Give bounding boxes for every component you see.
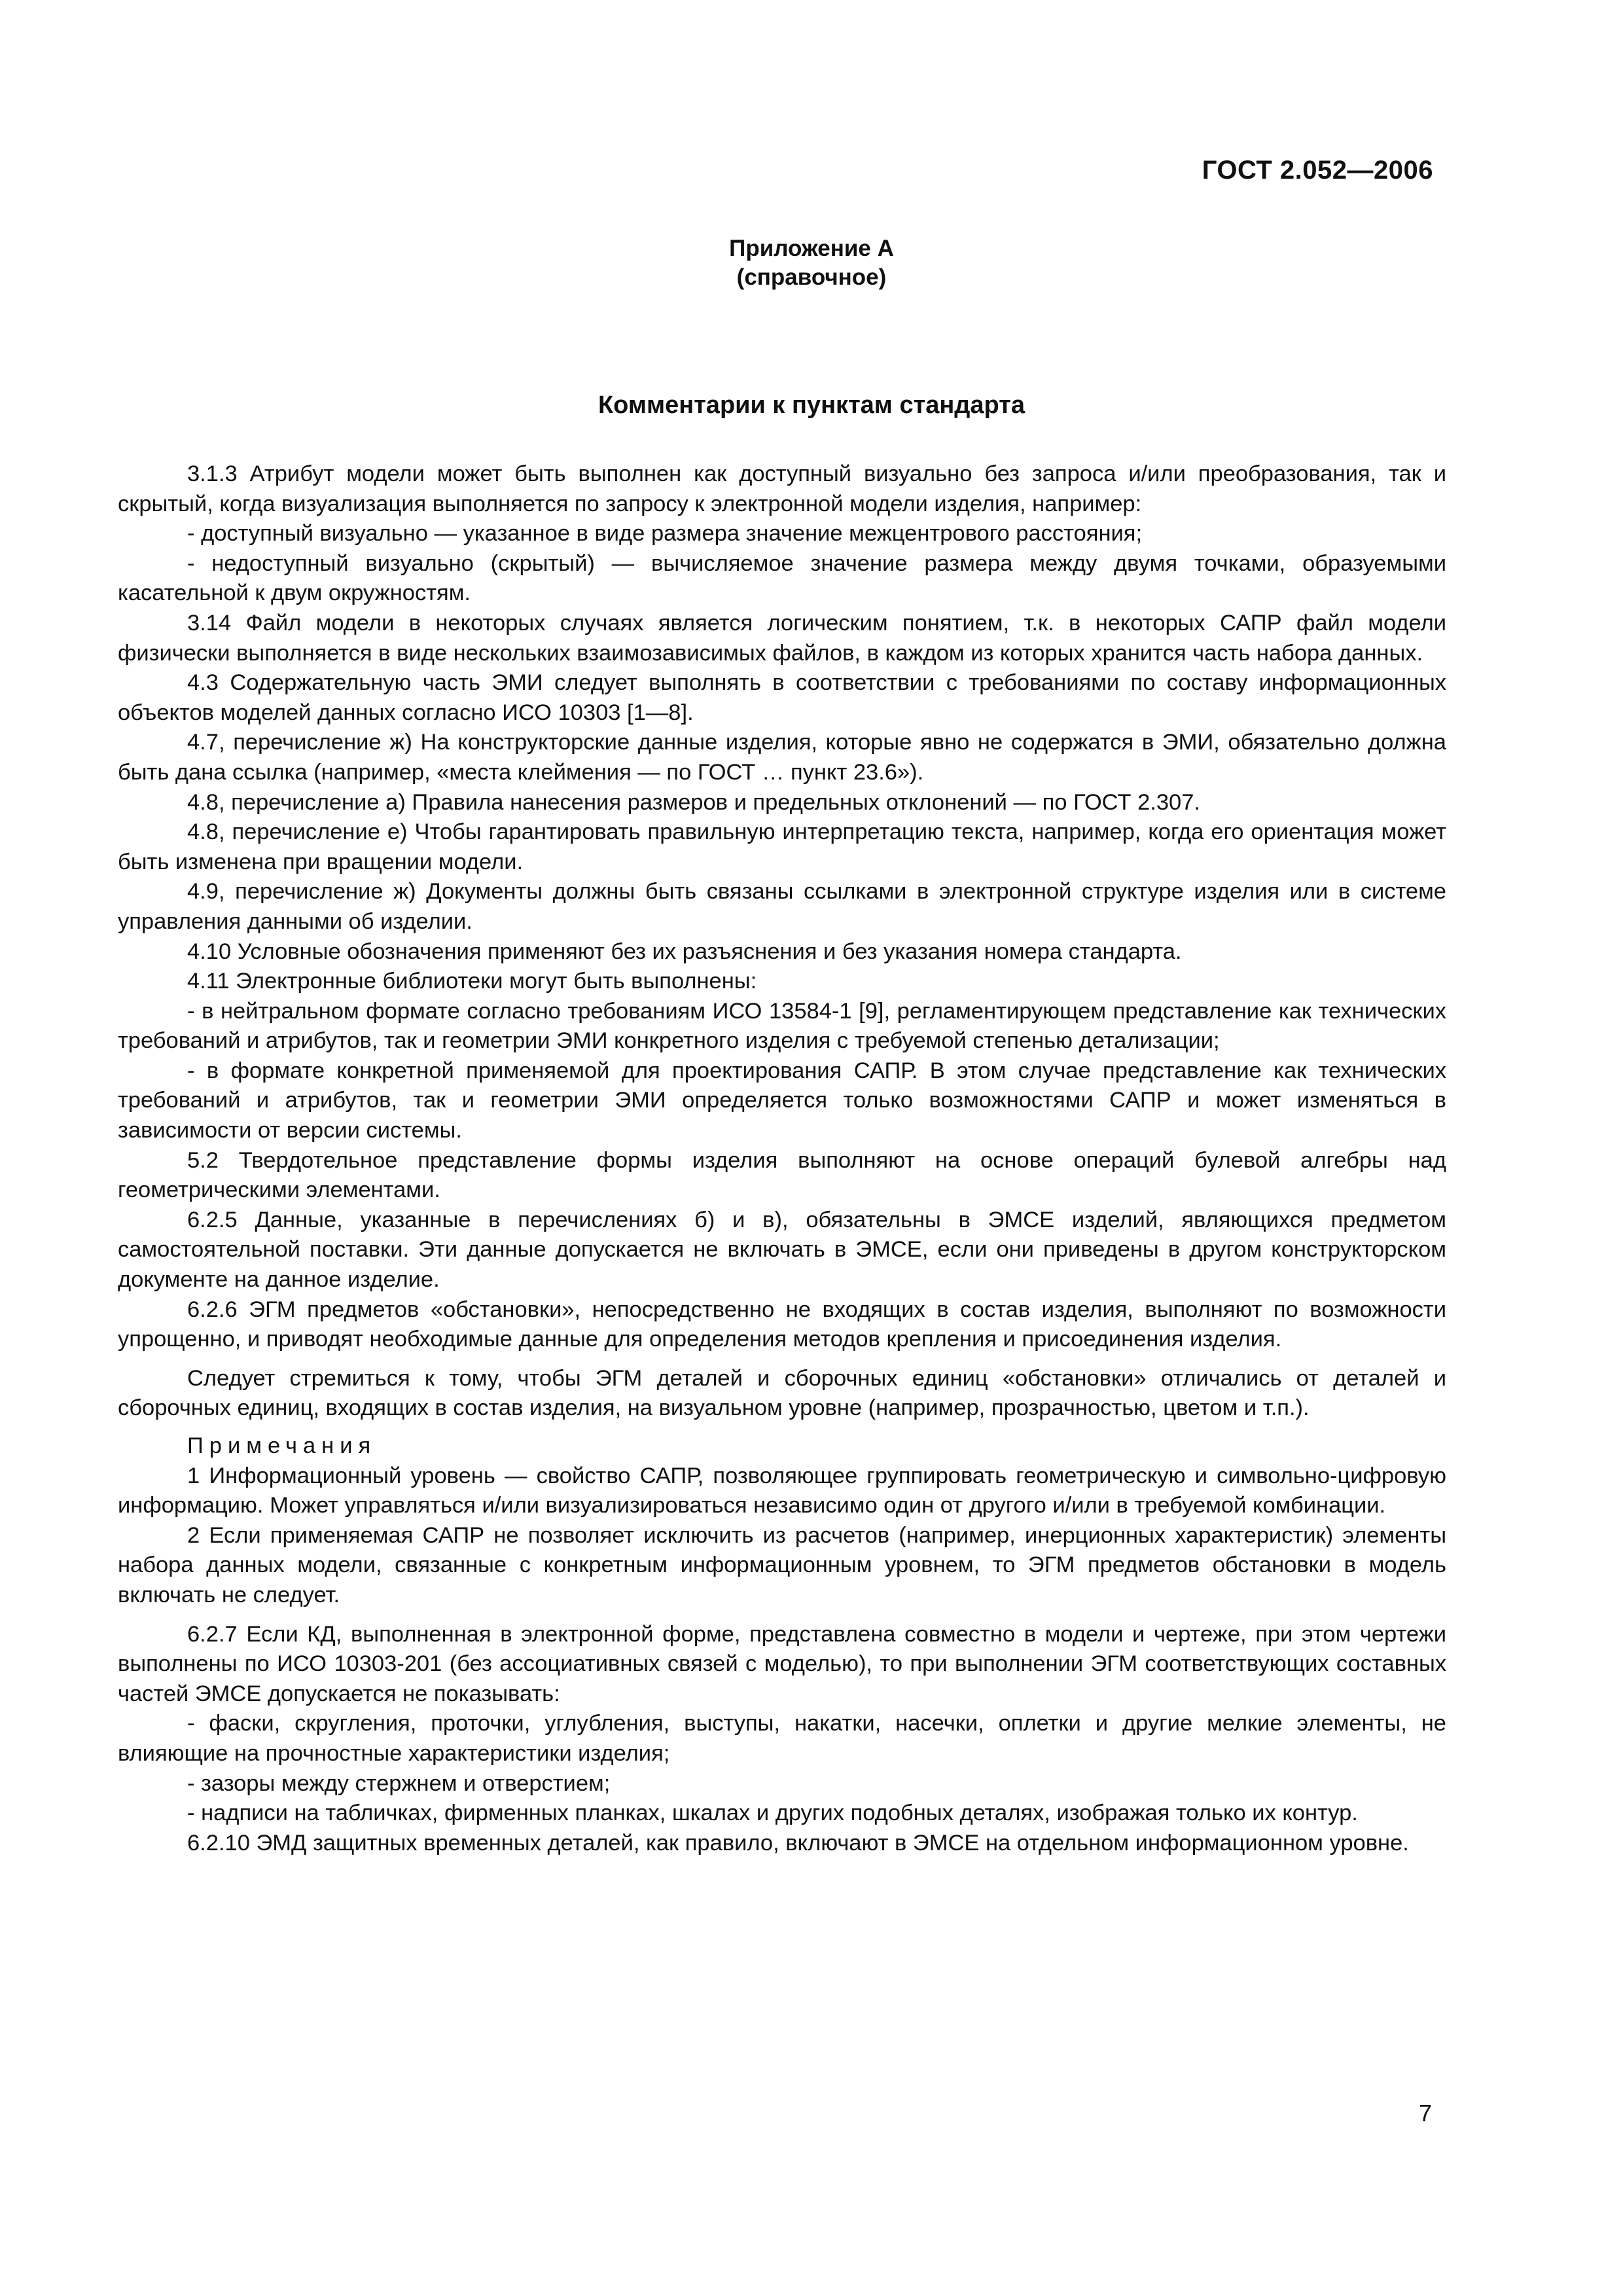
paragraph: 4.3 Содержательную часть ЭМИ следует выполнять в соответствии с требованиями по составу информационных объектов моделей данных согласно ИСО 10303 [1—8]. (118, 670, 1446, 725)
paragraph: 5.2 Твердотельное представление формы изделия выполняют на основе операций булевой алгебры над геометрическими элементами. (118, 1147, 1446, 1203)
paragraph: 6.2.7 Если КД, выполненная в электронной форме, представлена совместно в модели и чертеже, при этом чертежи выполнены по ИСО 10303-201 (без ассоциативных связей с моделью), то при выполнении ЭГМ соответствующих составных частей ЭМСЕ допускается не показывать: (118, 1621, 1446, 1706)
list-item: - в нейтральном формате согласно требованиям ИСО 13584-1 [9], регламентирующем представление как технических требований и атрибутов, так и геометрии ЭМИ конкретного изделия с требуемой степенью детализации; (118, 998, 1446, 1054)
notes-heading (118, 1431, 1446, 1462)
note-item: 1 Информационный уровень — свойство САПР, позволяющее группировать геометрическую и символьно-цифровую информацию. Может управляться и/или визуализироваться независимо один от другого и/или в требуемой комбинации. (118, 1463, 1446, 1518)
paragraph: 3.14 Файл модели в некоторых случаях является логическим понятием, т.к. в некоторых САПР файл модели физически выполняется в виде нескольких взаимозависимых файлов, в каждом из которых хранится часть набора данных. (118, 610, 1446, 666)
list-item: - фаски, скругления, проточки, углубления, выступы, накатки, насечки, оплетки и другие мелкие элементы, не влияющие на прочностные характеристики изделия; (118, 1711, 1446, 1766)
standard-code: ГОСТ 2.052—2006 (1202, 156, 1433, 185)
paragraph: 6.2.5 Данные, указанные в перечислениях б) и в), обязательны в ЭМСЕ изделий, являющихся предметом самостоятельной поставки. Эти данные допускается не включать в ЭМСЕ, если они приведены в другом конструкторском документе на данное изделие. (118, 1207, 1446, 1293)
section-title: Комментарии к пунктам стандарта (597, 391, 1026, 419)
document-body (118, 459, 1446, 1858)
list-item: - зазоры между стержнем и отверстием; (187, 1770, 611, 1796)
paragraph: 6.2.6 ЭГМ предметов «обстановки», непосредственно не входящих в состав изделия, выполняют по возможности упрощенно, и приводят необходимые данные для определения методов крепления и присоединения изделия. (118, 1297, 1446, 1352)
list-item: - недоступный визуально (скрытый) — вычисляемое значение размера между двумя точками, образуемыми касательной к двум окружностям. (118, 550, 1446, 606)
appendix-heading (0, 234, 1623, 292)
paragraph: 6.2.10 ЭМД защитных временных деталей, как правило, включают в ЭМСЕ на отдельном информационном уровне. (187, 1830, 1409, 1856)
paragraph: 4.11 Электронные библиотеки могут быть выполнены: (187, 969, 757, 994)
paragraph: Следует стремиться к тому, чтобы ЭГМ деталей и сборочных единиц «обстановки» отличались от деталей и сборочных единиц, входящих в состав изделия, на визуальном уровне (например, прозрачностью, цветом и т.п.). (118, 1365, 1446, 1421)
paragraph: 3.1.3 Атрибут модели может быть выполнен как доступный визуально без запроса и/или преобразования, так и скрытый, когда визуализация выполняется по запросу к электронной модели изделия, например: (118, 461, 1446, 516)
paragraph: 4.7, перечисление ж) На конструкторские данные изделия, которые явно не содержатся в ЭМИ, обязательно должна быть дана ссылка (например, «места клеймения — по ГОСТ … пункт 23.6»). (118, 730, 1446, 785)
page-number: 7 (1418, 2100, 1432, 2126)
notes-heading-text: Примечания (187, 1433, 377, 1458)
appendix-type: (справочное) (736, 264, 887, 290)
appendix-title: Приложение А (729, 236, 894, 261)
list-item: - доступный визуально — указанное в виде размера значение межцентрового расстояния; (187, 521, 1143, 547)
paragraph: 4.8, перечисление е) Чтобы гарантировать правильную интерпретацию текста, например, когда его ориентация может быть изменена при вращении модели. (118, 819, 1446, 874)
list-item: - надписи на табличках, фирменных планках, шкалах и других подобных деталях, изображая только их контур. (187, 1801, 1358, 1826)
paragraph: 4.9, перечисление ж) Документы должны быть связаны ссылками в электронной структуре изделия или в системе управления данными об изделии. (118, 879, 1446, 934)
paragraph: 4.10 Условные обозначения применяют без их разъяснения и без указания номера стандарта. (187, 939, 1182, 964)
list-item: - в формате конкретной применяемой для проектирования САПР. В этом случае представление как технических требований и атрибутов, так и геометрии ЭМИ определяется только возможностями САПР и может изменяться в зависимости от версии системы. (118, 1058, 1446, 1143)
paragraph: 4.8, перечисление а) Правила нанесения размеров и предельных отклонений — по ГОСТ 2.307. (187, 789, 1201, 815)
note-item: 2 Если применяемая САПР не позволяет исключить из расчетов (например, инерционных характеристик) элементы набора данных модели, связанные с конкретным информационным уровнем, то ЭГМ предметов обстановки в модель включать не следует. (118, 1522, 1446, 1607)
